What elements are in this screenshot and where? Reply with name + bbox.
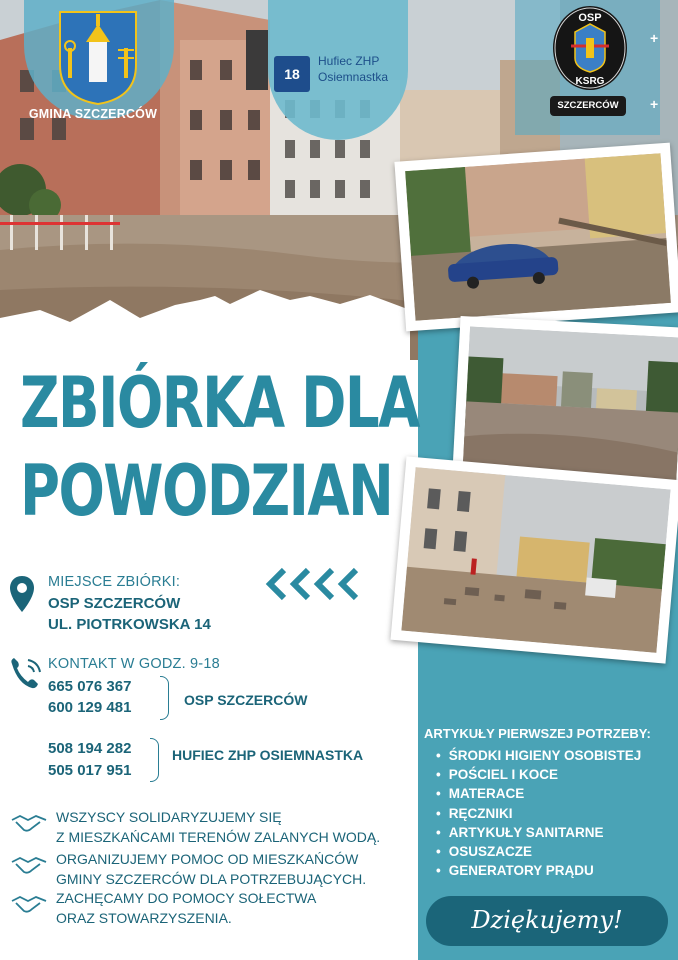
zhp-line1: Hufiec ZHP [318, 54, 380, 68]
title-line1: ZBIÓRKA DLA [20, 362, 419, 444]
list-item: • ARTYKUŁY SANITARNE [436, 825, 641, 844]
place-address: UL. PIOTRKOWSKA 14 [48, 616, 211, 633]
phone-number[interactable]: 665 076 367 [48, 678, 132, 695]
bracket-divider [160, 676, 169, 720]
needs-title: ARTYKUŁY PIERWSZEJ POTRZEBY: [424, 726, 651, 741]
zhp-line2: Osiemnastka [318, 70, 389, 84]
handshake-icon [10, 893, 48, 915]
contact-org: OSP SZCZERCÓW [184, 692, 308, 708]
phone-number[interactable]: 508 194 282 [48, 740, 132, 757]
gmina-name: GMINA SZCZERCÓW [28, 107, 158, 121]
flooded-car-photo [405, 153, 671, 320]
list-item: • OSUSZACZE [436, 844, 641, 863]
photo-card-car [394, 143, 678, 332]
zhp-badge-icon: 18 [274, 56, 310, 92]
phone-number[interactable]: 505 017 951 [48, 762, 132, 779]
plus-decoration-icon: + [650, 96, 659, 112]
bracket-divider [150, 738, 159, 782]
list-item: • RĘCZNIKI [436, 806, 641, 825]
location-pin-icon [8, 574, 36, 614]
list-item: • GENERATORY PRĄDU [436, 863, 641, 882]
needs-list [436, 748, 641, 882]
contact-org: HUFIEC ZHP OSIEMNASTKA [172, 747, 364, 763]
handshake-icon [10, 812, 48, 834]
list-item: • MATERACE [436, 786, 641, 805]
gmina-coat-of-arms-icon [58, 10, 138, 106]
message-line: Z MIESZKAŃCAMI TERENÓW ZALANYCH WODĄ. [56, 829, 381, 845]
phone-number[interactable]: 600 129 481 [48, 699, 132, 716]
place-name: OSP SZCZERCÓW [48, 595, 181, 612]
phone-icon [6, 656, 44, 696]
list-item: • POŚCIEL I KOCE [436, 767, 641, 786]
thanks-banner: Dziękujemy! [426, 896, 668, 946]
handshake-icon [10, 854, 48, 876]
contact-label: KONTAKT W GODZ. 9-18 [48, 656, 220, 672]
plus-decoration-icon: + [650, 30, 659, 46]
list-item: • ŚRODKI HIGIENY OSOBISTEJ [436, 748, 641, 767]
place-label: MIEJSCE ZBIÓRKI: [48, 574, 181, 590]
message-line: ORGANIZUJEMY POMOC OD MIESZKAŃCÓW [56, 851, 359, 867]
flooded-debris-photo [401, 467, 670, 653]
osp-emblem-text [555, 8, 625, 88]
message-line: ORAZ STOWARZYSZENIA. [56, 910, 232, 926]
svg-text:KSRG: KSRG [575, 76, 605, 87]
osp-name-badge: SZCZERCÓW [550, 96, 626, 116]
message-line: GMINY SZCZERCÓW DLA POTRZEBUJĄCYCH. [56, 871, 367, 887]
title-line2: POWODZIAN [20, 450, 393, 532]
message-line: WSZYSCY SOLIDARYZUJEMY SIĘ [56, 809, 282, 825]
chevrons-decoration-icon [264, 566, 374, 602]
photo-card-street [391, 456, 678, 663]
message-line: ZACHĘCAMY DO POMOCY SOŁECTWA [56, 890, 317, 906]
svg-text:OSP: OSP [578, 12, 602, 24]
